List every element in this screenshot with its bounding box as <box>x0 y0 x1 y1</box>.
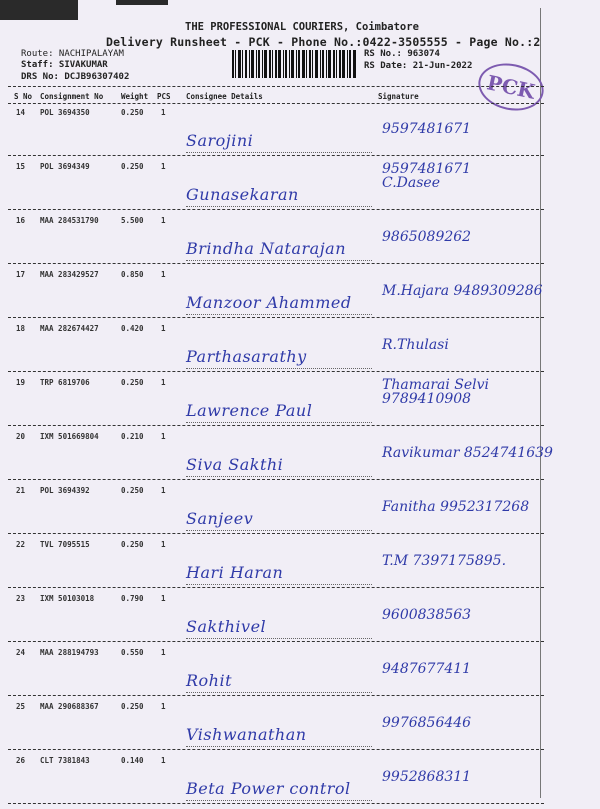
row-divider <box>8 317 544 318</box>
signature-text-secondary: 9789410908 <box>382 391 472 407</box>
row-divider <box>8 371 544 372</box>
consignee-underline <box>186 314 372 315</box>
row-sno: 20 <box>16 432 26 441</box>
col-pcs-header: PCS <box>157 92 171 101</box>
row-divider <box>8 803 544 804</box>
signature-text-secondary: C.Dasee <box>382 175 440 191</box>
consignee-name: Hari Haran <box>186 563 284 582</box>
consignment-number: MAA 284531790 <box>40 216 99 225</box>
signature-text: 9597481671 <box>382 161 472 177</box>
consignee-underline <box>186 422 372 423</box>
pcs-value: 1 <box>161 324 166 333</box>
row-divider <box>8 641 544 642</box>
consignee-underline <box>186 584 372 585</box>
drs-number: DRS No: DCJB96307402 <box>21 72 130 82</box>
signature-text: T.M 7397175895. <box>382 553 507 569</box>
row-divider <box>8 209 544 210</box>
consignee-underline <box>186 368 372 369</box>
row-divider <box>8 155 544 156</box>
row-sno: 21 <box>16 486 26 495</box>
signature-text: 9976856446 <box>382 715 472 731</box>
row-divider <box>8 695 544 696</box>
table-row <box>0 107 600 161</box>
consignee-name: Sanjeev <box>186 509 254 528</box>
signature-text: 9952868311 <box>382 769 472 785</box>
col-sno-header: S No <box>14 92 33 101</box>
pcs-value: 1 <box>161 432 166 441</box>
signature-text: 9487677411 <box>382 661 472 677</box>
weight-value: 0.250 <box>121 108 144 117</box>
weight-value: 0.250 <box>121 486 144 495</box>
row-sno: 22 <box>16 540 26 549</box>
rs-date: RS Date: 21-Jun-2022 <box>364 61 473 71</box>
consignee-underline <box>186 746 372 747</box>
row-sno: 25 <box>16 702 26 711</box>
row-divider <box>8 749 544 750</box>
row-sno: 15 <box>16 162 26 171</box>
table-row <box>0 161 600 215</box>
consignment-number: POL 3694349 <box>40 162 90 171</box>
pcs-value: 1 <box>161 486 166 495</box>
barcode <box>232 50 356 78</box>
consignee-underline <box>186 260 372 261</box>
consignment-number: POL 3694392 <box>40 486 90 495</box>
consignee-name: Siva Sakthi <box>186 455 284 474</box>
consignee-underline <box>186 800 372 801</box>
pck-stamp: PCK <box>474 58 548 117</box>
consignment-number: TVL 7095515 <box>40 540 90 549</box>
runsheet-subtitle: Delivery Runsheet - PCK - Phone No.:0422-3505555 - Page No.:2 <box>106 35 541 49</box>
row-divider <box>8 479 544 480</box>
row-sno: 26 <box>16 756 26 765</box>
col-weight-header: Weight <box>121 92 149 101</box>
weight-value: 0.790 <box>121 594 144 603</box>
pcs-value: 1 <box>161 216 166 225</box>
weight-value: 5.500 <box>121 216 144 225</box>
pcs-value: 1 <box>161 594 166 603</box>
table-row <box>0 323 600 377</box>
weight-value: 0.250 <box>121 162 144 171</box>
row-divider <box>8 587 544 588</box>
row-sno: 23 <box>16 594 26 603</box>
header-divider <box>8 86 544 87</box>
row-sno: 14 <box>16 108 26 117</box>
table-row <box>0 755 600 809</box>
consignee-underline <box>186 152 372 153</box>
row-sno: 18 <box>16 324 26 333</box>
signature-text: 9865089262 <box>382 229 472 245</box>
weight-value: 0.140 <box>121 756 144 765</box>
row-sno: 24 <box>16 648 26 657</box>
consignee-underline <box>186 530 372 531</box>
route-label: Route: NACHIPALAYAM <box>21 49 124 59</box>
consignment-number: MAA 290688367 <box>40 702 99 711</box>
signature-text: Thamarai Selvi <box>382 377 490 393</box>
signature-text: Fanitha 9952317268 <box>382 499 530 515</box>
header-divider <box>8 103 544 104</box>
row-sno: 16 <box>16 216 26 225</box>
weight-value: 0.250 <box>121 540 144 549</box>
company-title: THE PROFESSIONAL COURIERS, Coimbatore <box>185 21 419 33</box>
pcs-value: 1 <box>161 648 166 657</box>
table-row <box>0 593 600 647</box>
row-divider <box>8 263 544 264</box>
table-row <box>0 215 600 269</box>
table-row <box>0 377 600 431</box>
consignee-name: Beta Power control <box>186 779 351 798</box>
pcs-value: 1 <box>161 378 166 387</box>
pcs-value: 1 <box>161 162 166 171</box>
consignee-name: Sarojini <box>186 131 254 150</box>
consignee-name: Vishwanathan <box>186 725 307 744</box>
pcs-value: 1 <box>161 702 166 711</box>
weight-value: 0.550 <box>121 648 144 657</box>
consignee-name: Sakthivel <box>186 617 267 636</box>
table-row <box>0 431 600 485</box>
table-row <box>0 539 600 593</box>
signature-text: 9597481671 <box>382 121 472 137</box>
pcs-value: 1 <box>161 540 166 549</box>
staff-label: Staff: SIVAKUMAR <box>21 60 108 70</box>
consignment-number: IXM 50103018 <box>40 594 95 603</box>
consignment-number: MAA 288194793 <box>40 648 99 657</box>
consignment-number: MAA 283429527 <box>40 270 99 279</box>
weight-value: 0.850 <box>121 270 144 279</box>
consignment-number: MAA 282674427 <box>40 324 99 333</box>
pcs-value: 1 <box>161 270 166 279</box>
signature-text: 9600838563 <box>382 607 472 623</box>
table-row <box>0 701 600 755</box>
consignment-number: POL 3694350 <box>40 108 90 117</box>
signature-text: R.Thulasi <box>382 337 449 353</box>
table-row <box>0 485 600 539</box>
consignee-name: Manzoor Ahammed <box>186 293 352 312</box>
row-sno: 17 <box>16 270 26 279</box>
signature-text: Ravikumar 8524741639 <box>382 445 553 461</box>
weight-value: 0.250 <box>121 378 144 387</box>
consignee-underline <box>186 638 372 639</box>
rs-number: RS No.: 963074 <box>364 49 440 59</box>
signature-text: M.Hajara 9489309286 <box>382 283 543 299</box>
pcs-value: 1 <box>161 756 166 765</box>
consignee-name: Rohit <box>186 671 233 690</box>
weight-value: 0.250 <box>121 702 144 711</box>
table-row <box>0 269 600 323</box>
consignee-underline <box>186 476 372 477</box>
consignee-underline <box>186 692 372 693</box>
col-signature-header: Signature <box>378 92 419 101</box>
scan-edge-mark <box>116 0 168 5</box>
row-divider <box>8 425 544 426</box>
consignee-name: Lawrence Paul <box>186 401 313 420</box>
col-consignment-header: Consignment No <box>40 92 104 101</box>
row-sno: 19 <box>16 378 26 387</box>
pcs-value: 1 <box>161 108 166 117</box>
scan-edge-mark <box>0 0 78 20</box>
consignee-name: Gunasekaran <box>186 185 299 204</box>
consignment-number: IXM 501669804 <box>40 432 99 441</box>
consignment-number: TRP 6819706 <box>40 378 90 387</box>
weight-value: 0.420 <box>121 324 144 333</box>
col-consignee-header: Consignee Details <box>186 92 263 101</box>
table-row <box>0 647 600 701</box>
consignee-underline <box>186 206 372 207</box>
row-divider <box>8 533 544 534</box>
weight-value: 0.210 <box>121 432 144 441</box>
consignee-name: Brindha Natarajan <box>186 239 346 258</box>
consignment-number: CLT 7381843 <box>40 756 90 765</box>
consignee-name: Parthasarathy <box>186 347 307 366</box>
